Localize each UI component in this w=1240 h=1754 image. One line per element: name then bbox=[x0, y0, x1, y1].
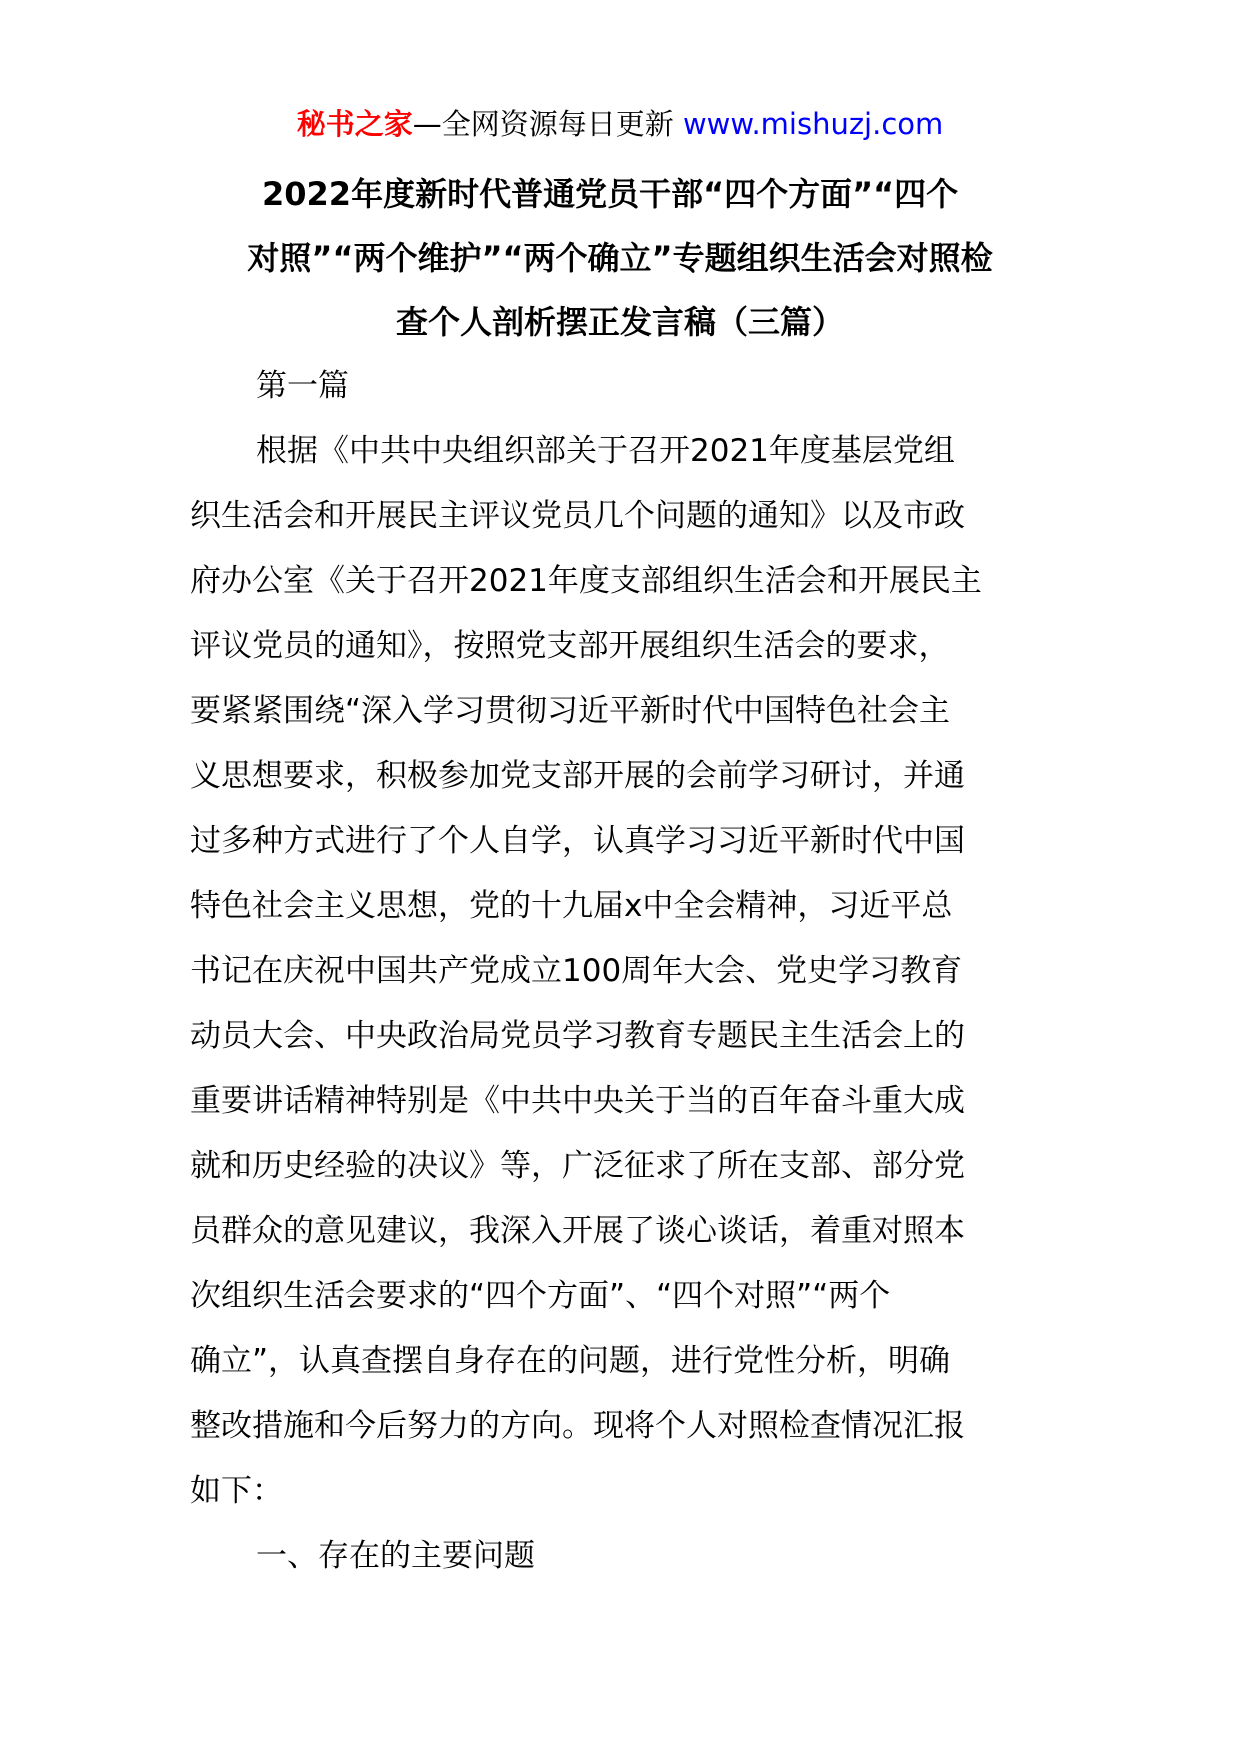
paragraph-line: 特色社会主义思想，党的十九届x中全会精神，习近平总 bbox=[190, 888, 953, 924]
paragraph-line: 动员大会、中央政治局党员学习教育专题民主生活会上的 bbox=[190, 1018, 965, 1054]
paragraph-line: 义思想要求，积极参加党支部开展的会前学习研讨，并通 bbox=[190, 758, 965, 794]
title-line-2: 对照”“两个维护”“两个确立”专题组织生活会对照检 bbox=[247, 239, 993, 277]
paragraph-line: 根据《中共中央组织部关于召开2021年度基层党组 bbox=[256, 433, 955, 469]
document-body bbox=[190, 354, 1060, 1589]
paragraph-line: 整改措施和今后努力的方向。现将个人对照检查情况汇报 bbox=[190, 1408, 965, 1444]
paragraph-line: 次组织生活会要求的“四个方面”、“四个对照”“两个 bbox=[190, 1278, 891, 1314]
paragraph-line: 如下： bbox=[190, 1473, 283, 1509]
title-line-3: 查个人剖析摆正发言稿（三篇） bbox=[395, 303, 844, 341]
brand-name: 秘书之家 bbox=[296, 107, 413, 141]
paragraph-line: 重要讲话精神特别是《中共中央关于当的百年奋斗重大成 bbox=[190, 1083, 965, 1119]
paragraph-line: 要紧紧围绕“深入学习贯彻习近平新时代中国特色社会主 bbox=[190, 693, 951, 729]
title-line-1: 2022年度新时代普通党员干部“四个方面”“四个 bbox=[262, 175, 959, 213]
paragraph-line: 过多种方式进行了个人自学，认真学习习近平新时代中国 bbox=[190, 823, 965, 859]
page-header bbox=[0, 100, 1240, 148]
paragraph-line: 书记在庆祝中国共产党成立100周年大会、党史学习教育 bbox=[190, 953, 963, 989]
paragraph-line: 就和历史经验的决议》等，广泛征求了所在支部、部分党 bbox=[190, 1148, 965, 1184]
paragraph-line: 员群众的意见建议，我深入开展了谈心谈话，着重对照本 bbox=[190, 1213, 965, 1249]
site-url-link[interactable]: www.mishuzj.com bbox=[682, 107, 944, 141]
paragraph-line: 府办公室《关于召开2021年度支部组织生活会和开展民主 bbox=[190, 563, 982, 599]
document-title bbox=[190, 162, 1050, 354]
paragraph-line: 织生活会和开展民主评议党员几个问题的通知》以及市政 bbox=[190, 498, 965, 534]
paragraph-line: 评议党员的通知》，按照党支部开展组织生活会的要求， bbox=[190, 628, 950, 664]
section-heading: 第一篇 bbox=[256, 368, 349, 404]
subsection-heading: 一、存在的主要问题 bbox=[256, 1538, 535, 1574]
paragraph-line: 确立”，认真查摆自身存在的问题，进行党性分析，明确 bbox=[190, 1343, 951, 1379]
header-slogan: —全网资源每日更新 bbox=[412, 107, 674, 141]
